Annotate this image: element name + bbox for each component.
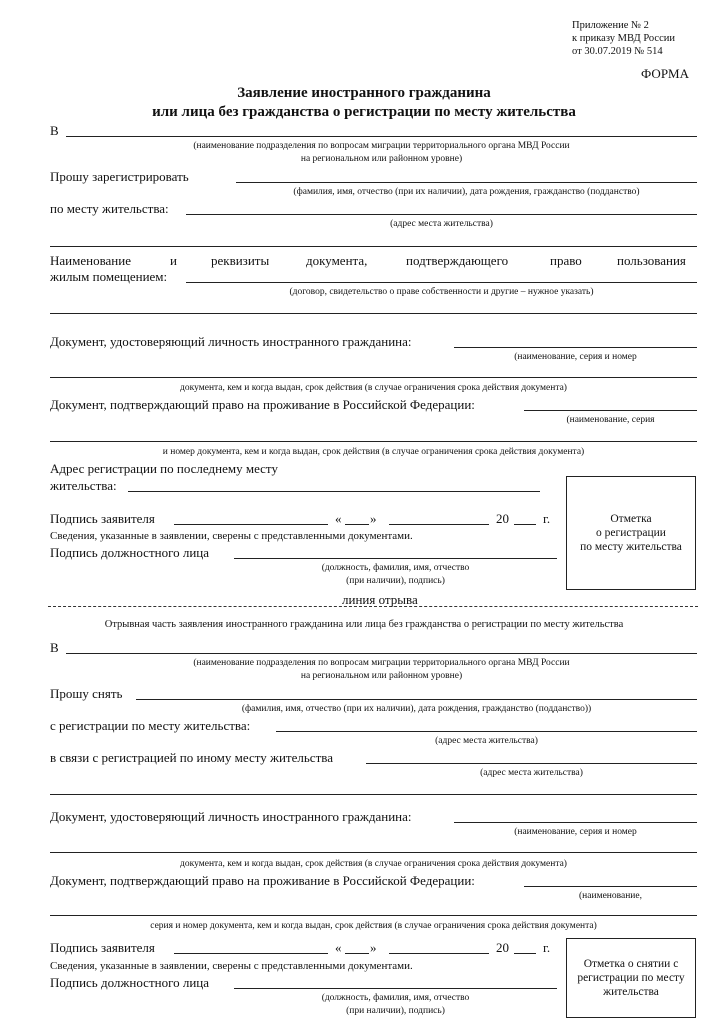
tear-hint-address-1: (адрес места жительства) xyxy=(435,736,538,746)
last-address-field[interactable] xyxy=(128,491,540,492)
tear-sign-official-label: Подпись должностного лица xyxy=(50,975,210,990)
hint-id-name: (наименование, серия и номер xyxy=(514,352,637,362)
to-label: В xyxy=(50,123,59,138)
hint-official-2: (при наличии), подпись) xyxy=(346,576,445,586)
tear-id-doc-field-2[interactable] xyxy=(50,852,697,853)
id-doc-field-2[interactable] xyxy=(50,377,697,378)
hint-id-issued: документа, кем и когда выдан, срок действия (в случае ограничения срока действия документа) xyxy=(180,383,567,393)
registration-stamp-text: Отметка о регистрации по месту жительства xyxy=(580,513,682,553)
residence-label: по месту жительства: xyxy=(50,201,169,216)
res-doc-field-2[interactable] xyxy=(50,441,697,442)
tear-to-label: В xyxy=(50,640,59,655)
year-suffix: г. xyxy=(543,511,551,526)
year-prefix: 20 xyxy=(496,511,509,526)
sign-applicant-label: Подпись заявителя xyxy=(50,511,155,526)
tear-official-signature-field[interactable] xyxy=(234,988,557,989)
tear-year-prefix: 20 xyxy=(496,940,509,955)
order-date: от 30.07.2019 № 514 xyxy=(572,46,663,57)
tear-quote-open: « xyxy=(335,940,342,955)
tear-year-suffix: г. xyxy=(543,940,551,955)
tear-hint-official-2: (при наличии), подпись) xyxy=(346,1006,445,1016)
docname-word-5: подтверждающего xyxy=(406,253,509,268)
tear-id-doc-field[interactable] xyxy=(454,822,697,823)
tear-quote-close: » xyxy=(370,940,377,955)
tear-hint-official-1: (должность, фамилия, имя, отчество xyxy=(321,993,470,1003)
tear-hint-res-issued: серия и номер документа, кем и когда выдан, срок действия (в случае ограничения срока действия документа) xyxy=(150,921,597,931)
ask-remove-label: Прошу снять xyxy=(50,686,123,701)
month-field[interactable] xyxy=(389,524,489,525)
tear-day-field[interactable] xyxy=(345,953,369,954)
form-title-line2: или лица без гражданства о регистрации по месту жительства xyxy=(152,104,576,120)
housing-label: жилым помещением: xyxy=(50,269,168,284)
docname-word-3: реквизиты xyxy=(211,253,270,268)
form-label: ФОРМА xyxy=(641,66,689,81)
hint-res-name: (наименование, серия xyxy=(566,415,655,425)
tear-applicant-signature-field[interactable] xyxy=(174,953,328,954)
hint-res-issued: и номер документа, кем и когда выдан, срок действия (в случае ограничения срока действия документа) xyxy=(162,447,585,457)
address-field[interactable] xyxy=(186,214,697,215)
tear-address-field[interactable] xyxy=(276,731,697,732)
appendix-number: Приложение № 2 xyxy=(572,20,649,31)
blank-line[interactable] xyxy=(50,794,697,795)
sign-official-label: Подпись должностного лица xyxy=(50,545,210,560)
tear-unit-field[interactable] xyxy=(66,653,697,654)
day-field[interactable] xyxy=(345,524,369,525)
last-address-label-2: жительства: xyxy=(50,478,117,493)
blank-line[interactable] xyxy=(50,313,697,314)
hint-unit-2: на региональном или районном уровне) xyxy=(300,154,463,164)
from-residence-label: с регистрации по месту жительства: xyxy=(50,718,251,733)
tear-res-doc-field-2[interactable] xyxy=(50,915,697,916)
tear-hint-res-name: (наименование, xyxy=(579,891,642,901)
hint-address: (адрес места жительства) xyxy=(390,219,493,229)
tear-heading: Отрывная часть заявления иностранного гражданина или лица без гражданства о регистрации по месту жительства xyxy=(104,619,624,630)
tear-new-address-field[interactable] xyxy=(366,763,697,764)
tear-hint-unit-2: на региональном или районном уровне) xyxy=(300,671,463,681)
tear-month-field[interactable] xyxy=(389,953,489,954)
blank-line[interactable] xyxy=(50,246,697,247)
verified-note: Сведения, указанные в заявлении, сверены с представленными документами. xyxy=(50,530,413,542)
docname-word-1: Наименование xyxy=(50,253,131,268)
tear-id-doc-label: Документ, удостоверяющий личность иностранного гражданина: xyxy=(50,809,412,824)
ask-register-label: Прошу зарегистрировать xyxy=(50,169,189,184)
last-address-label-1: Адрес регистрации по последнему месту xyxy=(50,461,278,476)
registration-stamp-box xyxy=(566,476,696,590)
hint-contract: (договор, свидетельство о праве собственности и другие – нужное указать) xyxy=(289,287,594,297)
hint-unit-1: (наименование подразделения по вопросам миграции территориального органа МВД России xyxy=(193,141,570,151)
unit-field[interactable] xyxy=(66,136,697,137)
id-doc-label: Документ, удостоверяющий личность иностранного гражданина: xyxy=(50,334,412,349)
tear-sign-applicant-label: Подпись заявителя xyxy=(50,940,155,955)
docname-word-4: документа, xyxy=(306,253,368,268)
order-reference: к приказу МВД России xyxy=(572,33,675,44)
tear-year-field[interactable] xyxy=(514,953,536,954)
tear-hint-unit-1: (наименование подразделения по вопросам миграции территориального органа МВД России xyxy=(193,658,570,668)
res-doc-label: Документ, подтверждающий право на проживание в Российской Федерации: xyxy=(50,397,475,412)
official-signature-field[interactable] xyxy=(234,558,557,559)
tear-line-label: линия отрыва xyxy=(338,593,422,606)
person-field[interactable] xyxy=(236,182,697,183)
hint-person: (фамилия, имя, отчество (при их наличии), дата рождения, гражданство (подданство) xyxy=(293,187,640,197)
housing-doc-field[interactable] xyxy=(186,282,697,283)
tear-hint-address-2: (адрес места жительства) xyxy=(480,768,583,778)
hint-official-1: (должность, фамилия, имя, отчество xyxy=(321,563,470,573)
quote-close: » xyxy=(370,511,377,526)
applicant-signature-field[interactable] xyxy=(174,524,328,525)
tear-hint-id-issued: документа, кем и когда выдан, срок действия (в случае ограничения срока действия документа) xyxy=(180,859,567,869)
docname-word-7: пользования xyxy=(617,253,686,268)
docname-word-6: право xyxy=(550,253,582,268)
docname-word-2: и xyxy=(170,253,177,268)
form-title-line1: Заявление иностранного гражданина xyxy=(237,85,491,101)
tear-verified-note: Сведения, указанные в заявлении, сверены с представленными документами. xyxy=(50,960,413,972)
tear-hint-person: (фамилия, имя, отчество (при их наличии), дата рождения, гражданство (подданство)) xyxy=(241,704,592,714)
deregistration-stamp-box xyxy=(566,938,696,1018)
quote-open: « xyxy=(335,511,342,526)
res-doc-field[interactable] xyxy=(524,410,697,411)
due-to-label: в связи с регистрацией по иному месту жительства xyxy=(50,750,333,765)
tear-res-doc-field[interactable] xyxy=(524,886,697,887)
year-field[interactable] xyxy=(514,524,536,525)
tear-hint-id-name: (наименование, серия и номер xyxy=(514,827,637,837)
deregistration-stamp-text: Отметка о снятии с регистрации по месту жительства xyxy=(577,958,685,998)
id-doc-field[interactable] xyxy=(454,347,697,348)
tear-person-field[interactable] xyxy=(136,699,697,700)
tear-res-doc-label: Документ, подтверждающий право на проживание в Российской Федерации: xyxy=(50,873,475,888)
